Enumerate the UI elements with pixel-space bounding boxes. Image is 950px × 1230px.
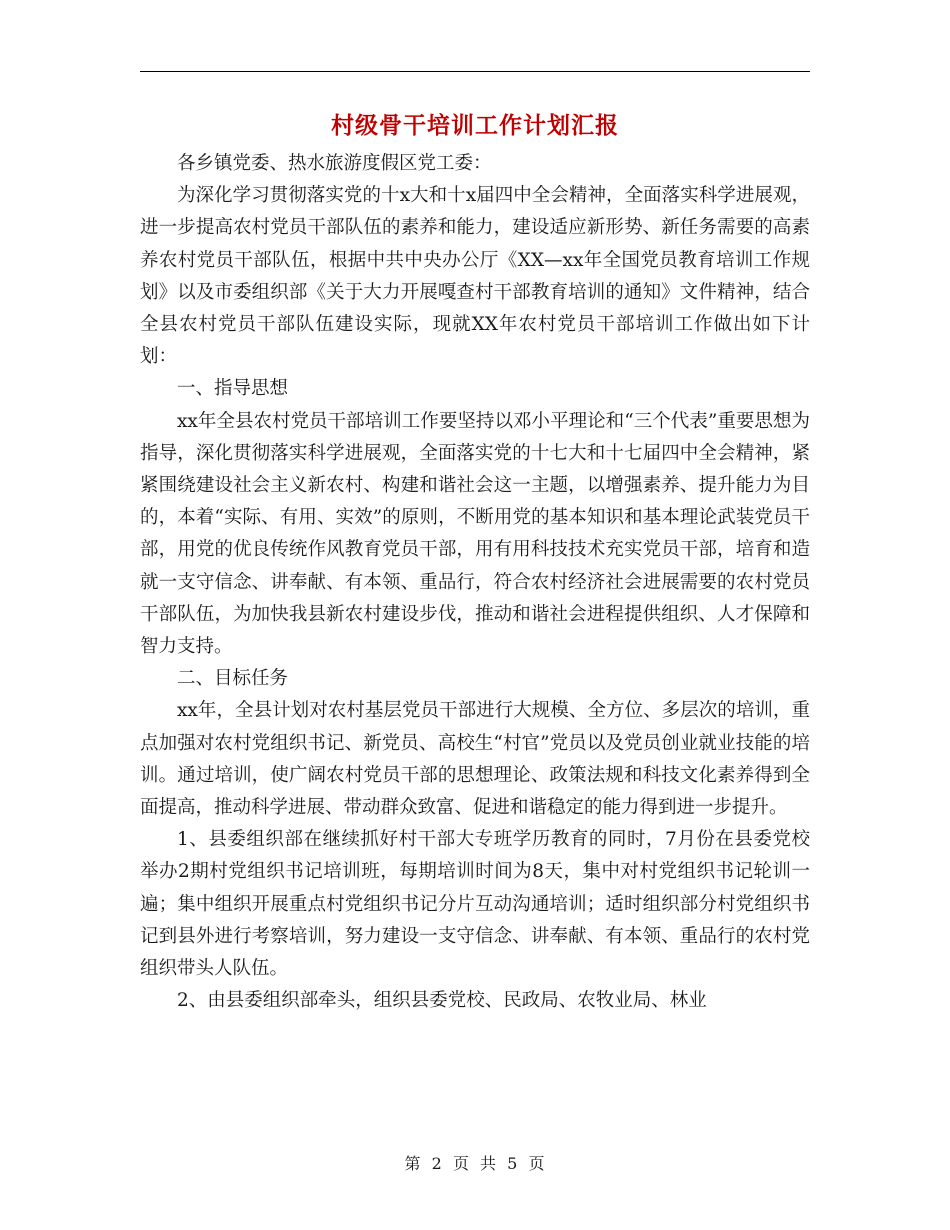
- page-footer: [0, 1152, 950, 1176]
- header-rule: [140, 71, 810, 72]
- salutation-paragraph: 各乡镇党委、热水旅游度假区党工委：: [177, 153, 492, 174]
- body-paragraph: 2、由县委组织部牵头，组织县委党校、民政局、农牧业局、林业: [177, 990, 707, 1012]
- footer-page-total: 5: [507, 1154, 519, 1173]
- footer-suffix: 页: [528, 1154, 546, 1173]
- footer-total-word: 共: [480, 1154, 498, 1173]
- footer-page-current: 2: [431, 1154, 443, 1173]
- body-paragraph: xx年，全县计划对农村基层党员干部进行大规模、全方位、多层次的培训，重点加强对农村党组织书记、新党员、高校生“村官”党员以及党员创业就业技能的培训。通过培训，使广阔农村党员干部的思想理论、政策法规和科技文化素养得到全面提高，推动科学进展、带动群众致富、促进和谐稳定的能力得到进一步提升。: [140, 700, 810, 819]
- body-paragraph: 为深化学习贯彻落实党的十x大和十x届四中全会精神，全面落实科学进展观，进一步提高农村党员干部队伍的素养和能力，建设适应新形势、新任务需要的高素养农村党员干部队伍，根据中共中央办公厅《XX—xx年全国党员教育培训工作规划》以及市委组织部《关于大力开展嘎查村干部教育培训的通知》文件精神，结合全县农村党员干部队伍建设实际，现就XX年农村党员干部培训工作做出如下计划：: [140, 185, 810, 368]
- document-title: 村级骨干培训工作计划汇报: [331, 112, 619, 139]
- footer-page-word: 页: [452, 1154, 470, 1173]
- body-paragraph: 1、县委组织部在继续抓好村干部大专班学历教育的同时，7月份在县委党校举办2期村党组织书记培训班，每期培训时间为8天，集中对村党组织书记轮训一遍；集中组织开展重点村党组织书记分片互动沟通培训；适时组织部分村党组织书记到县外进行考察培训，努力建设一支守信念、讲奉献、有本领、重品行的农村党组织带头人队伍。: [140, 829, 810, 980]
- footer-prefix: 第: [404, 1154, 422, 1173]
- body-paragraph: xx年全县农村党员干部培训工作要坚持以邓小平理论和“三个代表”重要思想为指导，深化贯彻落实科学进展观，全面落实党的十七大和十七届四中全会精神，紧紧围绕建设社会主义新农村、构建和谐社会这一主题，以增强素养、提升能力为目的，本着“实际、有用、实效”的原则，不断用党的基本知识和基本理论武装党员干部，用党的优良传统作风教育党员干部，用有用科技技术充实党员干部，培育和造就一支守信念、讲奉献、有本领、重品行，符合农村经济社会进展需要的农村党员干部队伍，为加快我县新农村建设步伐，推动和谐社会进程提供组织、人才保障和智力支持。: [140, 410, 810, 658]
- document-body: [140, 148, 810, 1017]
- section-heading: 一、指导思想: [177, 378, 289, 400]
- section-heading: 二、目标任务: [177, 668, 289, 690]
